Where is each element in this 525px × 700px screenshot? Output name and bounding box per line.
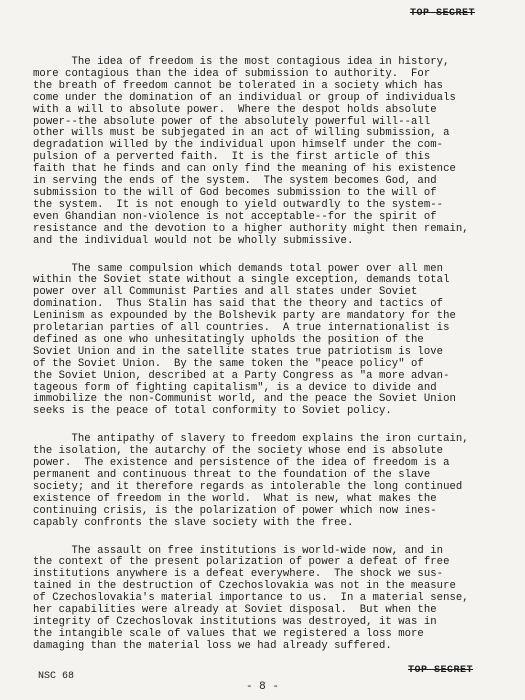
page-number: - 8 - [245, 681, 279, 693]
paragraph-2: The same compulsion which demands total power over all men within the Soviet state without a single exception, demands total power over all Communist Parties and all states under Soviet domination. Thus Stalin has said that the theory and tactics of Leninism as expounded by the Bolshevik party are mandatory for the proletarian parties of all countries. A true internationalist is defined as one who unhesitatingly upholds the position of the Soviet Union and in the satellite states true patriotism is love of the Soviet Union. By the same token the "peace policy" of the Soviet Union, described at a Party Congress as "a more advan- tageous form of fighting capitalism", is a device to divide and immobilize the non-Communist world, and the peace the Soviet Union seeks is the peace of total conformity to Soviet policy. [33, 262, 456, 418]
classification-marking-top: TOP SECRET [409, 8, 475, 19]
document-id: NSC 68 [38, 671, 75, 682]
paragraph-3: The antipathy of slavery to freedom explains the iron curtain, the isolation, the autarchy of the society whose end is absolute power. The existence and persistence of the idea of freedom is a permanent and continuous threat to the foundation of the slave society; and it therefore regards as intolerable the long continued existence of freedom in the world. What is new, what makes the continuing crisis, is the polarization of power which now ines- capably confronts the slave society with the free. [33, 433, 469, 529]
body-text [33, 57, 503, 669]
classification-marking-bottom: TOP SECRET [407, 665, 473, 676]
paragraph-4: The assault on free institutions is world-wide now, and in the context of the present polarization of power a defeat of free institutions anywhere is a defeat everywhere. The shock we sus- tained in the destruction of Czechoslovakia was not in the measure of Czechoslovakia's material importance to us. In a material sense, her capabilities were already at Soviet disposal. But when the integrity of Czechoslovak institutions was destroyed, it was in the intangible scale of values that we registered a loss more damaging than the material loss we had already suffered. [33, 544, 469, 652]
paragraph-1: The idea of freedom is the most contagious idea in history, more contagious than the idea of submission to authority. For the breath of freedom cannot be tolerated in a society which has come under the domination of an individual or group of individuals with a will to absolute power. Where the despot holds absolute power--the absolute power of the absolutely powerful will--all other wills must be subjegated in an act of willing submission, a degradation willed by the individual upon himself under the com- pulsion of a perverted faith. It is the first article of this faith that he finds and can only find the meaning of his existence in serving the ends of the system. The system becomes God, and submission to the will of God becomes submission to the will of the system. It is not enough to yield outwardly to the system-- even Ghandian non-violence is not acceptable--for the spirit of resistance and the devotion to a higher authority might then remain, and the individual would not be wholly submissive. [33, 56, 469, 247]
